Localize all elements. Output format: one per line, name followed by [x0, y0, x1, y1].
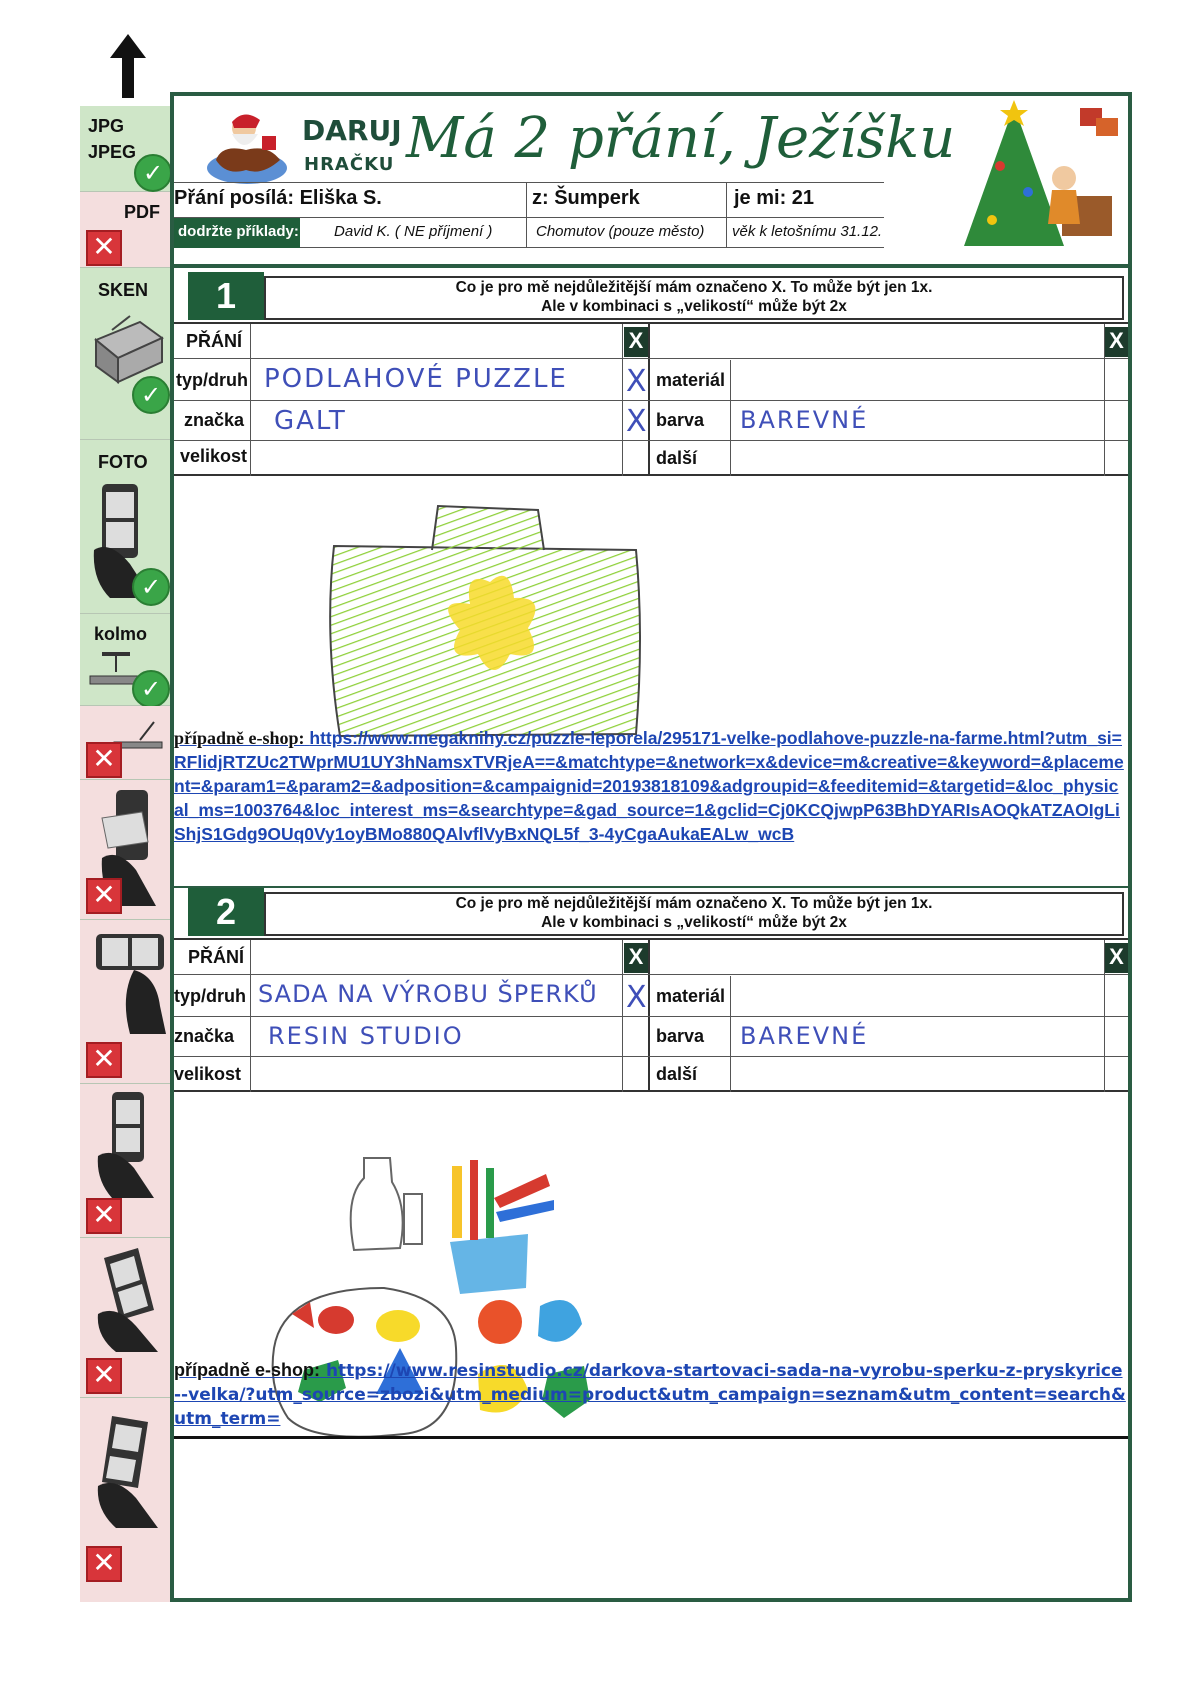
- sidebar-pdf: [80, 192, 174, 268]
- page-title: Má 2 přání, Ježíšku: [406, 106, 956, 171]
- wish-2-section: [174, 888, 1128, 1588]
- cross-icon: ✕: [86, 878, 122, 914]
- scan-label: SKEN: [98, 280, 149, 300]
- age-field: je mi: 21: [734, 187, 815, 209]
- brand-value[interactable]: RESIN STUDIO: [268, 1022, 464, 1050]
- jpeg-label: JPEG: [88, 142, 137, 162]
- instruction-line1: Co je pro mě nejdůležitější mám označeno X. To může být jen 1x.: [455, 895, 933, 912]
- color-label: barva: [656, 410, 705, 430]
- priority-x-header: X: [1105, 327, 1128, 357]
- sidebar-angle-bad: [80, 706, 174, 780]
- type-value[interactable]: SADA NA VÝROBU ŠPERKŮ: [258, 980, 598, 1008]
- example-name: David K. ( NE příjmení ): [334, 223, 493, 240]
- check-icon: ✓: [132, 670, 170, 708]
- color-label: barva: [656, 1026, 705, 1046]
- wish-instruction: [264, 276, 1124, 320]
- type-label: typ/druh: [174, 986, 246, 1006]
- wish-table: [174, 322, 1128, 476]
- phone-hand-icon: [94, 1090, 164, 1200]
- eshop-text: [174, 1358, 1128, 1431]
- cross-icon: ✕: [86, 742, 122, 778]
- landscape-phone-icon: [90, 926, 168, 1036]
- type-label: typ/druh: [176, 370, 248, 390]
- examples-row: [300, 218, 884, 248]
- check-icon: ✓: [132, 376, 170, 414]
- size-label: velikost: [174, 1064, 242, 1084]
- wish-table: [174, 938, 1128, 1092]
- instruction-line1: Co je pro mě nejdůležitější mám označeno X. To může být jen 1x.: [455, 279, 933, 296]
- info-row: [174, 182, 884, 218]
- brand-label: značka: [174, 1026, 235, 1046]
- example-age: věk k letošnímu 31.12.: [732, 223, 883, 240]
- wish-1-section: [174, 272, 1128, 924]
- example-city: Chomutov (pouze město): [536, 223, 705, 240]
- color-value[interactable]: BAREVNÉ: [740, 1022, 869, 1050]
- logo-line1: DARUJ: [302, 114, 402, 147]
- other-label: další: [656, 448, 698, 468]
- sidebar-tilted-photo: [80, 780, 174, 920]
- sidebar-rotated-photo: [80, 1238, 174, 1398]
- wish-number: 1: [188, 272, 264, 320]
- color-value[interactable]: BAREVNÉ: [740, 406, 869, 434]
- cross-icon: ✕: [86, 1198, 122, 1234]
- up-arrow-icon: [108, 32, 148, 100]
- divider: [726, 218, 727, 248]
- sidebar-scan: [80, 268, 174, 440]
- check-icon: ✓: [132, 568, 170, 606]
- size-label: velikost: [180, 446, 248, 466]
- rotated-phone-icon: [94, 1244, 166, 1354]
- cross-icon: ✕: [86, 1358, 122, 1394]
- city-field: z: Šumperk: [532, 187, 640, 209]
- type-value[interactable]: PODLAHOVÉ PUZZLE: [264, 364, 568, 394]
- priority-x-header: X: [1105, 943, 1128, 973]
- puzzle-drawing: [314, 486, 674, 756]
- priority-x-header: X: [624, 327, 648, 357]
- sidebar-photo-2: [80, 1084, 174, 1238]
- examples-badge: [174, 218, 300, 248]
- photo-label: FOTO: [98, 452, 148, 472]
- header: [174, 96, 1128, 268]
- brand-label: značka: [184, 410, 245, 430]
- christmas-tree-icon: [944, 96, 1128, 266]
- brand-priority-mark[interactable]: X: [626, 404, 649, 439]
- scanner-icon: [90, 310, 166, 386]
- wish-number: 2: [188, 888, 264, 936]
- format-sidebar: [80, 106, 174, 1602]
- eshop-block: [174, 726, 1128, 846]
- eshop-label: případně e-shop:: [174, 728, 305, 748]
- sidebar-rotated-photo-2: [80, 1398, 174, 1602]
- cross-icon: ✕: [86, 1042, 122, 1078]
- eshop-link[interactable]: https://www.resinstudio.cz/darkova-startovaci-sada-na-vyrobu-sperku-z-pryskyrice--velka/?utm_source=zbozi&utm_medium=product&utm_campaign=seznam&utm_content=search&utm_term=: [174, 1361, 1126, 1429]
- priority-x-header: X: [624, 943, 648, 973]
- brand-value[interactable]: GALT: [274, 406, 347, 436]
- type-priority-mark[interactable]: X: [626, 364, 649, 399]
- sidebar-photo: [80, 440, 174, 614]
- divider: [526, 218, 527, 248]
- eshop-label: případně e-shop:: [174, 1360, 321, 1380]
- cross-icon: ✕: [86, 230, 122, 266]
- jpg-label: JPG: [88, 116, 125, 136]
- sidebar-perpendicular: [80, 614, 174, 706]
- wish-label: PŘÁNÍ: [186, 331, 243, 351]
- wish-instruction: [264, 892, 1124, 936]
- rotated-phone-icon: [94, 1410, 166, 1530]
- section-divider: [174, 1436, 1128, 1439]
- check-icon: ✓: [134, 154, 172, 192]
- cross-icon: ✕: [86, 1546, 122, 1582]
- divider: [526, 183, 527, 219]
- pdf-label: PDF: [124, 202, 160, 222]
- jewelry-kit-drawing: [264, 1138, 824, 1538]
- instruction-line2: Ale v kombinaci s „velikostí“ může být 2x: [541, 298, 847, 315]
- instruction-line2: Ale v kombinaci s „velikostí“ může být 2x: [541, 914, 847, 931]
- examples-label: dodržte příklady:: [178, 223, 299, 240]
- sidebar-jpg: [80, 106, 174, 192]
- santa-logo-icon: [202, 106, 292, 192]
- type-priority-mark[interactable]: X: [626, 980, 649, 1015]
- eshop-text: [174, 726, 1128, 846]
- other-label: další: [656, 1064, 698, 1084]
- perpendicular-label: kolmo: [94, 624, 148, 644]
- material-label: materiál: [656, 370, 726, 390]
- eshop-link[interactable]: https://www.megaknihy.cz/puzzle-leporela/295171-velke-podlahove-puzzle-na-farme.html?utm_si=RFlidjRTZUc2TWprMU1UY3hNamsxTVRjeA==&matchtype=&network=x&device=m&creative=&keyword=&placement=&param1=&param2=&adposition=&campaignid=20193818109&adgroupid=&feeditemid=&targetid=&loc_physical_ms=1003764&loc_interest_ms=&searchtype=&gad_source=1&gclid=Cj0KCQjwpP63BhDYARIsAOQkATZAOIgLiShjS1Gdg9OUq0Vy1oyBMo880QAlvflVyBxNQL5f_3-4yCgaAukaEALw_wcB: [174, 728, 1124, 844]
- divider: [726, 183, 727, 219]
- sender-field: Přání posílá: Eliška S.: [174, 187, 382, 209]
- sidebar-landscape-photo: [80, 920, 174, 1084]
- eshop-block: [174, 1358, 1128, 1431]
- material-label: materiál: [656, 986, 726, 1006]
- wish-label: PŘÁNÍ: [188, 947, 245, 967]
- logo-line2: HRAČKU: [304, 154, 395, 175]
